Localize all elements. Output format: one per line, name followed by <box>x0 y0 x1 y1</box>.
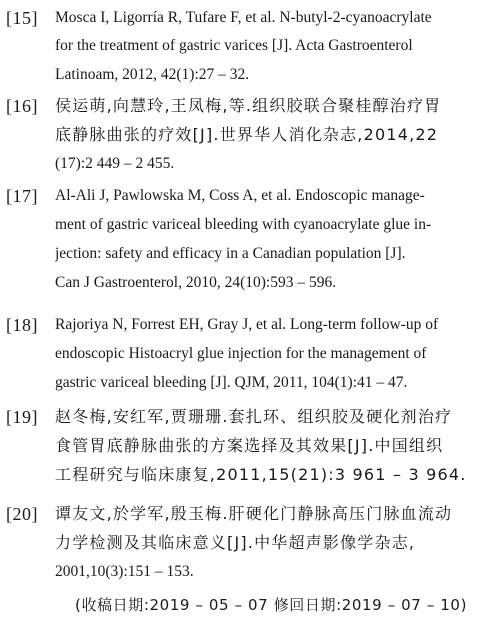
reference-number: [20] <box>6 504 38 524</box>
received-revised-dates: (收稿日期:2019 – 05 – 07 修回日期:2019 – 07 – 10) <box>75 596 468 614</box>
reference-line: Can J Gastroenterol, 2010, 24(10):593 – 596. <box>55 274 337 291</box>
reference-line: 工程研究与临床康复,2011,15(21):3 961 – 3 964. <box>55 465 467 484</box>
reference-number: [15] <box>6 8 38 28</box>
reference-number: [16] <box>6 96 38 116</box>
reference-line: Mosca I, Ligorría R, Tufare F, et al. N-butyl-2-cyanoacrylate <box>55 9 432 26</box>
reference-line: 食管胃底静脉曲张的方案选择及其效果[J].中国组织 <box>55 436 444 455</box>
reference-line: 力学检测及其临床意义[J].中华超声影像学杂志, <box>55 533 416 552</box>
reference-line: 谭友文,於学军,殷玉梅.肝硬化门静脉高压门脉血流动 <box>55 504 453 523</box>
reference-line: Rajoriya N, Forrest EH, Gray J, et al. Long-term follow-up of <box>55 316 439 333</box>
reference-line: (17):2 449 – 2 455. <box>55 155 175 172</box>
reference-line: 2001,10(3):151 – 153. <box>55 563 194 580</box>
reference-line: for the treatment of gastric varices [J]. Acta Gastroenterol <box>55 37 413 54</box>
reference-line: 底静脉曲张的疗效[J].世界华人消化杂志,2014,22 <box>55 125 439 144</box>
reference-line: Latinoam, 2012, 42(1):27 – 32. <box>55 66 250 83</box>
reference-line: 赵冬梅,安红军,贾珊珊.套扎环、组织胶及硬化剂治疗 <box>55 407 453 426</box>
reference-line: ment of gastric variceal bleeding with cyanoacrylate glue in- <box>55 216 432 233</box>
reference-line: gastric variceal bleeding [J]. QJM, 2011, 104(1):41 – 47. <box>55 374 408 391</box>
reference-line: Al-Ali J, Pawlowska M, Coss A, et al. Endoscopic manage- <box>55 187 425 204</box>
reference-line: jection: safety and efficacy in a Canadian population [J]. <box>55 245 406 262</box>
reference-line: endoscopic Histoacryl glue injection for the management of <box>55 345 427 362</box>
reference-line: 侯运萌,向慧玲,王凤梅,等.组织胶联合聚桂醇治疗胃 <box>55 96 442 115</box>
reference-number: [17] <box>6 186 38 206</box>
reference-number: [19] <box>6 407 38 427</box>
reference-number: [18] <box>6 315 38 335</box>
